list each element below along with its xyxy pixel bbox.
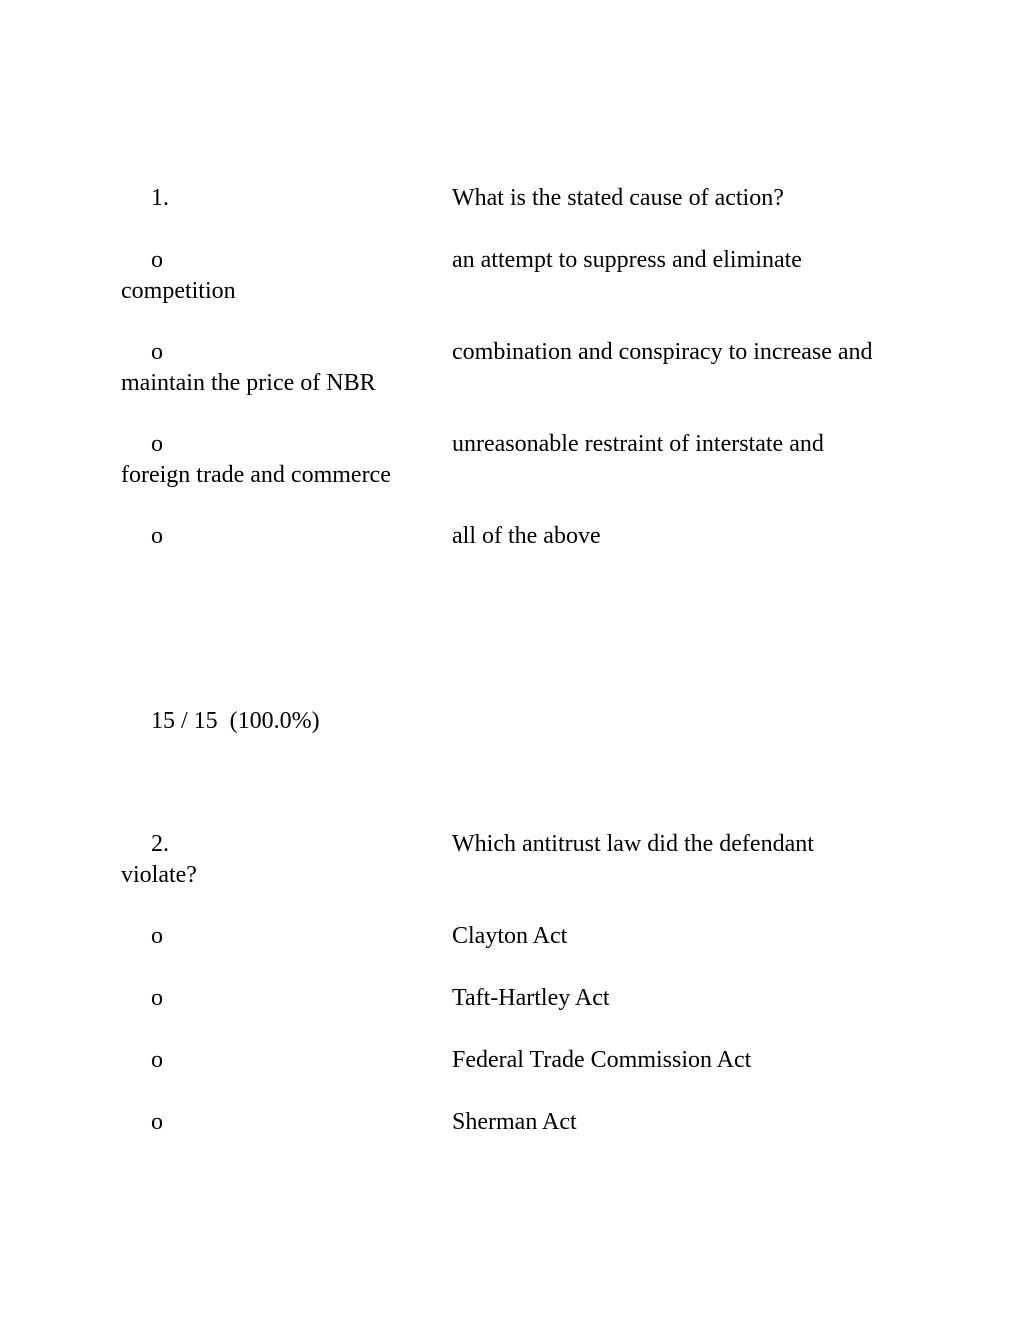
option-text: Sherman Act	[452, 1109, 577, 1135]
option-text: all of the above	[452, 523, 601, 549]
question-1-score: 15 / 15 (100.0%)	[151, 708, 320, 734]
question-text: Which antitrust law did the defendant violate?	[121, 831, 814, 888]
option-text: combination and conspiracy to increase and maintain the price of NBR	[121, 339, 873, 396]
option-marker: o	[151, 1047, 163, 1073]
question-2-option-4	[121, 1107, 891, 1138]
question-2-option-2	[121, 983, 891, 1014]
option-marker: o	[151, 985, 163, 1011]
question-text: What is the stated cause of action?	[452, 185, 784, 211]
option-marker: o	[151, 247, 163, 273]
option-text: Federal Trade Commission Act	[452, 1047, 752, 1073]
question-1-option-1	[121, 245, 891, 307]
question-2-option-1	[121, 921, 891, 952]
question-number: 2.	[151, 831, 169, 857]
question-1-option-4	[121, 521, 891, 552]
question-2	[121, 829, 891, 891]
option-text: an attempt to suppress and eliminate competition	[121, 247, 802, 304]
option-text: Taft-Hartley Act	[452, 985, 610, 1011]
option-marker: o	[151, 1109, 163, 1135]
question-1-option-2	[121, 337, 891, 399]
option-marker: o	[151, 339, 163, 365]
question-2-option-3	[121, 1045, 891, 1076]
option-marker: o	[151, 923, 163, 949]
question-number: 1.	[151, 185, 169, 211]
option-marker: o	[151, 523, 163, 549]
question-1	[121, 183, 891, 214]
option-text: Clayton Act	[452, 923, 568, 949]
question-1-option-3	[121, 429, 891, 491]
option-marker: o	[151, 431, 163, 457]
option-text: unreasonable restraint of interstate and foreign trade and commerce	[121, 431, 824, 488]
